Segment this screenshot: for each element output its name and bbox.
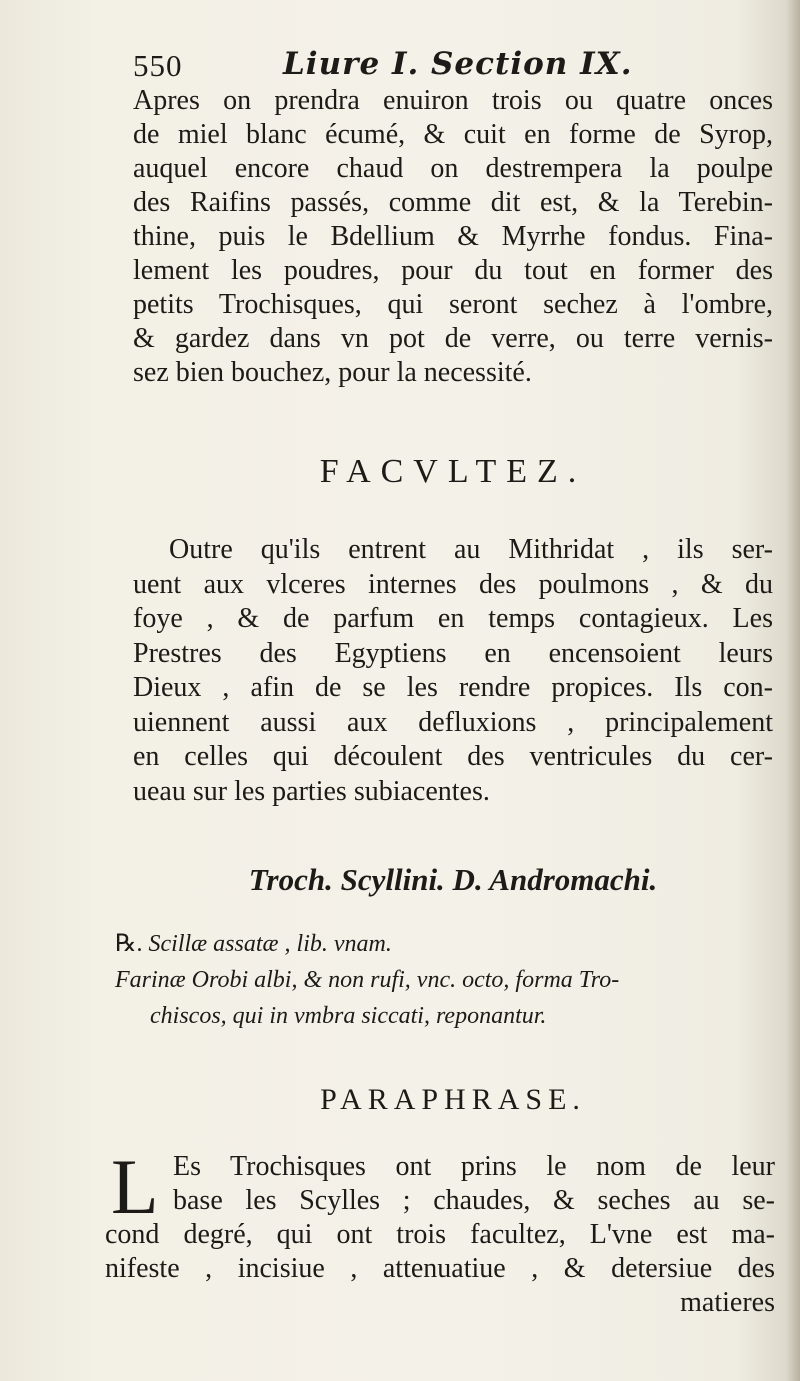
text-line: Outre qu'ils entrent au Mithridat , ils ser- — [169, 534, 773, 565]
text-line: des Raifins passés, comme dit est, & la Terebin- — [133, 187, 773, 218]
text-line: petits Trochisques, qui seront sechez à l'ombre, — [133, 289, 773, 320]
text-line: sez bien bouchez, pour la necessité. — [133, 357, 532, 388]
recipe-line: chiscos, qui in vmbra siccati, reponantur. — [150, 1003, 547, 1029]
text-line: en celles qui découlent des ventricules du cer- — [133, 741, 773, 772]
text-line: nifeste , incisiue , attenuatiue , & detersiue des — [105, 1253, 775, 1284]
text-line: foye , & de parfum en temps contagieux. Les — [133, 603, 773, 634]
text-line: lement les poudres, pour du tout en former des — [133, 255, 773, 286]
text-line: Apres on prendra enuiron trois ou quatre onces — [133, 85, 773, 116]
text-line: Es Trochisques ont prins le nom de leur — [173, 1151, 775, 1182]
recipe-text: Scillæ assatæ , lib. vnam. — [148, 931, 392, 957]
recipe-line: Farinæ Orobi albi, & non rufi, vnc. octo, forma Tro- — [115, 967, 620, 993]
text-line: uent aux vlceres internes des poulmons , & du — [133, 568, 773, 600]
text-line: Prestres des Egyptiens en encensoient leurs — [133, 637, 773, 669]
text-line: cond degré, qui ont trois facultez, L'vne est ma- — [105, 1219, 775, 1250]
recipe-line — [115, 926, 775, 962]
recipe-block — [115, 926, 775, 1034]
text-line: base les Scylles ; chaudes, & seches au se- — [173, 1185, 775, 1216]
page-number: 550 — [133, 48, 183, 83]
drop-capital: L — [111, 1143, 159, 1230]
page-edge-shadow — [786, 0, 800, 1381]
text-line: thine, puis le Bdellium & Myrrhe fondus. Fina- — [133, 221, 773, 252]
text-line: auquel encore chaud on destrempera la poulpe — [133, 153, 773, 184]
text-line: ueau sur les parties subiacentes. — [133, 775, 490, 807]
text-line: & gardez dans vn pot de verre, ou terre vernis- — [133, 323, 773, 354]
recipe-title: Troch. Scyllini. D. Andromachi. — [248, 862, 658, 897]
paragraph-paraphrase — [105, 1143, 775, 1320]
running-title: Liure I. Section IX. — [283, 46, 633, 82]
recipe-symbol: ℞. — [115, 931, 143, 957]
section-heading-paraphrase: PARAPHRASE. — [320, 1083, 586, 1116]
text-line: Dieux , afin de se les rendre propices. Ils con- — [133, 672, 773, 703]
paragraph-preparation — [133, 84, 773, 390]
paragraph-facultez — [133, 533, 773, 809]
text-line: uiennent aussi aux defluxions , principalement — [133, 706, 773, 738]
catchword: matieres — [680, 1287, 775, 1318]
section-heading-facultez: FACVLTEZ. — [319, 453, 587, 490]
text-line: de miel blanc écumé, & cuit en forme de Syrop, — [133, 119, 773, 150]
